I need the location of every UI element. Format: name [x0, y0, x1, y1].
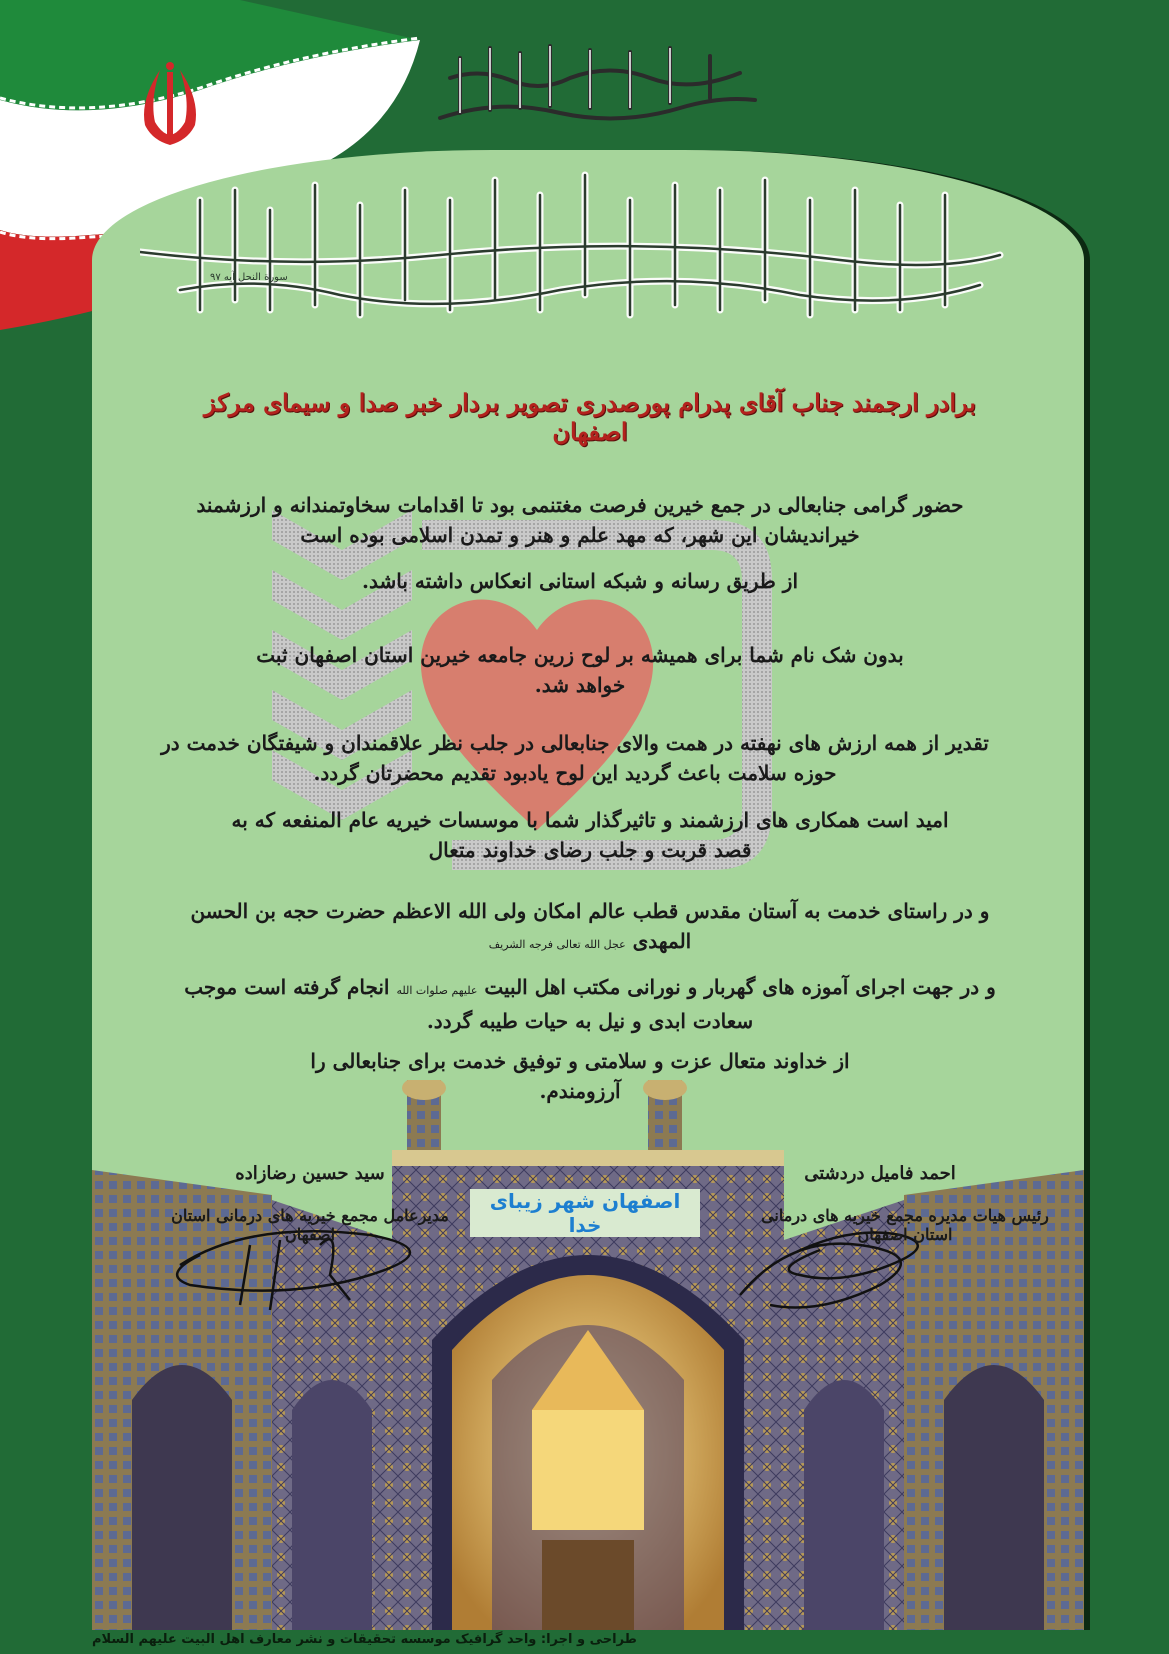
isfahan-caption: اصفهان شهر زیبای خدا: [470, 1189, 700, 1237]
body-line-7-blessing: علیهم صلوات الله: [396, 984, 478, 997]
heart-icon: [421, 600, 653, 830]
right-signer-title: رئیس هیات مدیره مجمع خیریه های درمانی استان اصفهان: [761, 1206, 1049, 1244]
basmala-calligraphy: [420, 38, 770, 133]
body-line-7: و در جهت اجرای آموزه های گهربار و نورانی مکتب اهل البیت علیهم صلوات الله انجام گرفته است موجب سعادت ابدی و نیل به حیات طیبه گردد.: [184, 975, 996, 1033]
right-signer-name: احمد فامیل دردشتی: [804, 1163, 956, 1184]
body-line-2: از طریق رسانه و شبکه استانی انعکاس داشته باشد.: [362, 569, 798, 593]
body-line-1: حضور گرامی جنابعالی در جمع خیرین فرصت مغتنمی بود تا اقدامات سخاوتمندانه و ارزشمند خیراندیشان این شهر، که مهد علم و هنر و تمدن اسلامی بوده است: [196, 493, 964, 547]
left-signer-name: سید حسین رضازاده: [235, 1163, 385, 1184]
svg-text:سورة النحل آيه ۹۷: سورة النحل آيه ۹۷: [210, 272, 288, 283]
verse-calligraphy: [140, 160, 1010, 350]
body-line-5: امید است همکاری های ارزشمند و تاثیرگذار شما با موسسات خیریه عام المنفعه که به قصد قربت و جلب رضای خداوند متعال: [231, 808, 949, 862]
body-line-6: و در راستای خدمت به آستان مقدس قطب عالم امکان ولی الله الاعظم حضرت حجه بن الحسن المهدی عجل الله تعالی فرجه الشریف: [190, 899, 990, 953]
recipient-title: برادر ارجمند جناب آقای پدرام پورصدری تصویر بردار خبر صدا و سیمای مرکز اصفهان: [204, 388, 976, 446]
body-line-8: از خداوند متعال عزت و سلامتی و توفیق خدمت برای جنابعالی را آرزومندم.: [310, 1049, 850, 1103]
body-line-3: بدون شک نام شما برای همیشه بر لوح زرین جامعه خیرین استان اصفهان ثبت خواهد شد.: [256, 643, 904, 697]
body-line-6-blessing: عجل الله تعالی فرجه الشریف: [488, 938, 626, 951]
left-signer-title: مدیرعامل مجمع خیریه های درمانی استان اصفهان: [171, 1206, 449, 1244]
design-credit: طراحی و اجرا: واحد گرافیک موسسه تحقیقات و نشر معارف اهل البیت علیهم السلام: [92, 1632, 637, 1647]
body-line-4: تقدیر از همه ارزش های نهفته در همت والای جنابعالی در جلب نظر علاقمندان و شیفتگان خدمت در حوزه سلامت باعث گردید این لوح یادبود تقدیم محضرتان گردد.: [161, 731, 989, 785]
